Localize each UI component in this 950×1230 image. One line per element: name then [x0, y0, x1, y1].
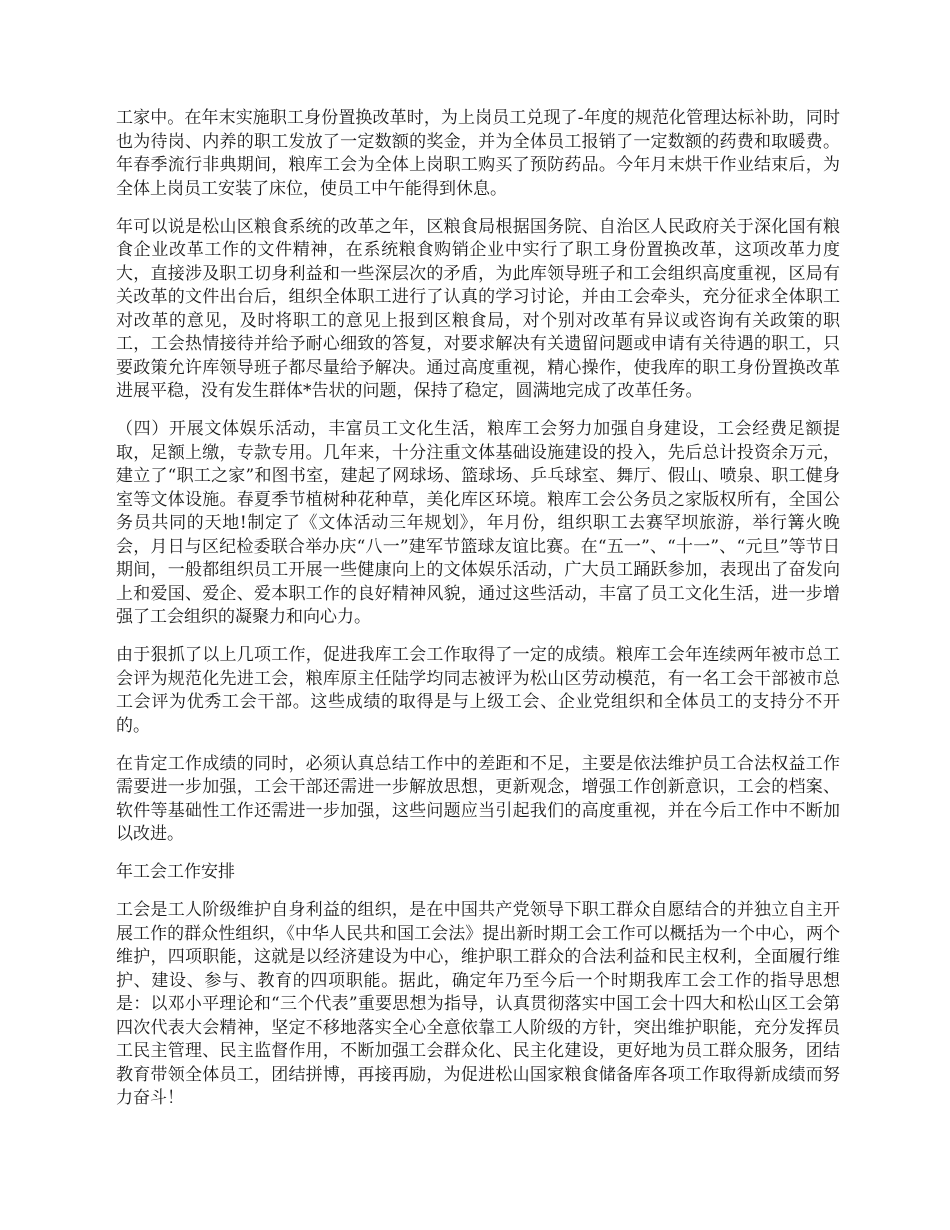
paragraph-guiding-principles: 工会是工人阶级维护自身利益的组织，是在中国共产党领导下职工群众自愿结合的并独立自主开展工作的群众性组织，《中华人民共和国工会法》提出新时期工会工作可以概括为一个中心，两个维护，四项职能，这就是以经济建设为中心，维护职工群众的合法利益和民主权利，全面履行维护、建设、参与、教育的四项职能。据此，确定年乃至今后一个时期我库工会工作的指导思想是：以邓小平理论和“三个代表”重要思想为指导，认真贯彻落实中国工会十四大和松山区工会第四次代表大会精神，坚定不移地落实全心全意依靠工人阶级的方针，突出维护职能，充分发挥员工民主管理、民主监督作用，不断加强工会群众化、民主化建设，更好地为员工群众服务，团结教育带领全体员工，团结拼博，再接再励，为促进松山国家粮食储备库各项工作取得新成绩而努力奋斗！: [116, 900, 840, 1108]
paragraph-shortcomings: 在肯定工作成绩的同时，必须认真总结工作中的差距和不足，主要是依法维护员工合法权益工作需要进一步加强，工会干部还需进一步解放思想，更新观念，增强工作创新意识，工会的档案、软件等基础性工作还需进一步加强，这些问题应当引起我们的高度重视，并在今后工作中不断加以改进。: [116, 753, 840, 844]
section-heading: 年工会工作安排: [116, 862, 235, 882]
document-body: [116, 107, 840, 1125]
paragraph-reform: 年可以说是松山区粮食系统的改革之年，区粮食局根据国务院、自治区人民政府关于深化国有粮食企业改革工作的文件精神，在系统粮食购销企业中实行了职工身份置换改革，这项改革力度大，直接涉及职工切身利益和一些深层次的矛盾，为此库领导班子和工会组织高度重视，区局有关改革的文件出台后，组织全体职工进行了认真的学习讨论，并由工会牵头，充分征求全体职工对改革的意见，及时将职工的意见上报到区粮食局，对个别对改革有异议或咨询有关政策的职工，工会热情接待并给予耐心细致的答复，对要求解决有关遗留问题或申请有关待遇的职工，只要政策允许库领导班子都尽量给予解决。通过高度重视，精心操作，使我库的职工身份置换改革进展平稳，没有发生群体*告状的问题，保持了稳定，圆满地完成了改革任务。: [116, 216, 840, 401]
paragraph-achievements: 由于狠抓了以上几项工作，促进我库工会工作取得了一定的成绩。粮库工会年连续两年被市总工会评为规范化先进工会，粮库原主任陆学均同志被评为松山区劳动模范，有一名工会干部被市总工会评为优秀工会干部。这些成绩的取得是与上级工会、企业党组织和全体员工的支持分不开的。: [116, 645, 840, 736]
paragraph-welfare: 工家中。在年末实施职工身份置换改革时，为上岗员工兑现了-年度的规范化管理达标补助，同时也为待岗、内养的职工发放了一定数额的奖金，并为全体员工报销了一定数额的药费和取暖费。年春季流行非典期间，粮库工会为全体上岗职工购买了预防药品。今年月末烘干作业结束后，为全体上岗员工安装了床位，使员工中午能得到休息。: [116, 108, 840, 199]
paragraph-cultural-activities: （四）开展文体娱乐活动，丰富员工文化生活，粮库工会努力加强自身建设，工会经费足额提取，足额上缴，专款专用。几年来，十分注重文体基础设施建设的投入，先后总计投资余万元，建立了“职工之家”和图书室，建起了网球场、篮球场、乒乓球室、舞厅、假山、喷泉、职工健身室等文体设施。春夏季节植树种花种草，美化库区环境。粮库工会公务员之家版权所有，全国公务员共同的天地!制定了《文体活动三年规划》，年月份，组织职工去赛罕坝旅游，举行篝火晚会，月日与区纪检委联合举办庆“八一”建军节篮球友谊比赛。在“五一”、“十一”、“元旦”等节日期间，一般都组织员工开展一些健康向上的文体娱乐活动，广大员工踊跃参加，表现出了奋发向上和爱国、爱企、爱本职工作的良好精神风貌，通过这些活动，丰富了员工文化生活，进一步增强了工会组织的凝聚力和向心力。: [116, 419, 840, 627]
